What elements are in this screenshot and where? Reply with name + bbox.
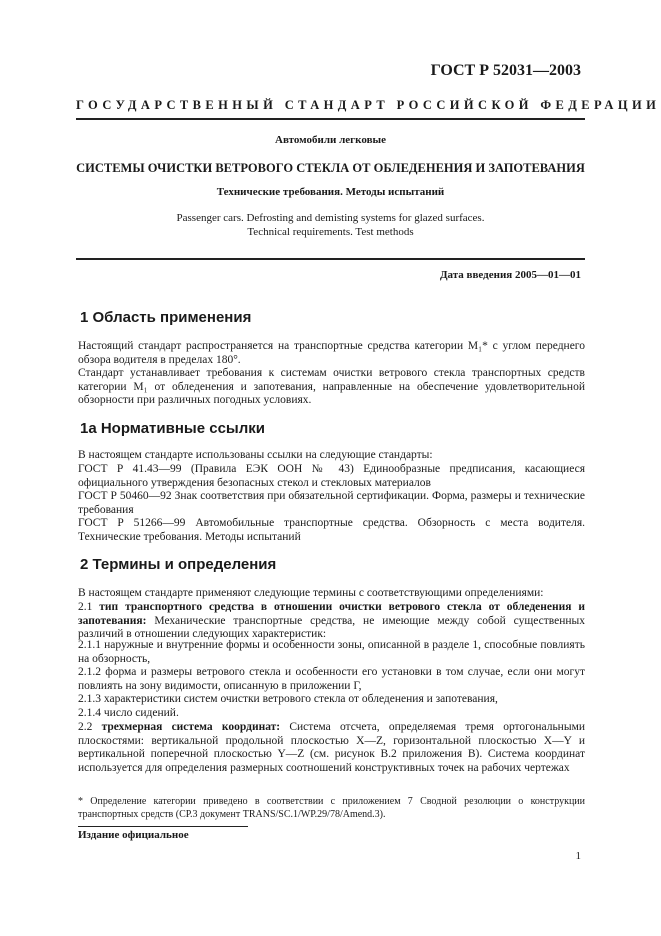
footnote: * Определение категории приведено в соответствии с приложением 7 Сводной резолюции о конструкции транспортных средств (СР.3 документ TRANS/SC.1/WP.29/78/Amend.3).: [78, 796, 585, 820]
section-2-definition-2-1: [78, 601, 585, 642]
section-1-paragraph-2: Стандарт устанавливает требования к системам очистки ветрового стекла транспортных средств категории M₁ от обледенения и запотевания, направленные на обеспечение удовлетворительной обзорности при различных погодных условиях.: [78, 367, 585, 406]
section-1-paragraph-1-text: Настоящий стандарт распространяется на транспортные средства категории M₁* с углом переднего обзора водителя в пределах 180°.: [78, 340, 585, 366]
definition-2-2-term: трехмерная система координат:: [101, 721, 281, 733]
section-1a-reference-1: ГОСТ Р 41.43—99 (Правила ЕЭК ООН № 43) Единообразные предписания, касающиеся официального утверждения безопасных стекол и стекловых материалов: [78, 463, 585, 489]
header-divider: [76, 118, 585, 120]
section-2-item-2-1-1: 2.1.1 наружные и внутренние формы и особенности зоны, описанной в разделе 1, способные повлиять на обзорность,: [78, 639, 585, 665]
official-edition-label: Издание официальное: [78, 829, 189, 841]
subject-title: Автомобили легковые: [275, 134, 386, 146]
definition-2-1-number: 2.1: [78, 601, 93, 613]
section-1-heading: 1 Область применения: [80, 309, 252, 326]
effective-date: Дата введения 2005—01—01: [439, 269, 581, 281]
section-2-item-2-1-3: 2.1.3 характеристики систем очистки ветрового стекла от обледенения и запотевания,: [78, 693, 498, 705]
section-2-item-2-1-2: 2.1.2 форма и размеры ветрового стекла и особенности его установки в том случае, если они могут повлиять на зону видимости, описанную в приложении Г,: [78, 666, 585, 692]
section-1a-reference-3: ГОСТ Р 51266—99 Автомобильные транспортные средства. Обзорность с места водителя. Технические требования. Методы испытаний: [78, 517, 585, 543]
state-standard-title: ГОСУДАРСТВЕННЫЙ СТАНДАРТ РОССИЙСКОЙ ФЕДЕРАЦИИ: [76, 98, 661, 112]
section-1-paragraph-1: [78, 340, 585, 367]
definition-2-2-text: Система отсчета, определяемая тремя ортогональными плоскостями: вертикальной продольной плоскостью X—Z, горизонтальной плоскостью X—Y и вертикальной поперечной плоскостью Y—Z (см. рисунок В.2 приложения В). Система координат используется для определения размерных соотношений конструктивных точек на рабочих чертежах: [78, 721, 585, 774]
footer-divider: [78, 826, 248, 827]
section-1a-paragraph-1: В настоящем стандарте использованы ссылки на следующие стандарты:: [78, 449, 433, 461]
section-2-heading: 2 Термины и определения: [80, 556, 277, 573]
section-2-definition-2-2: [78, 721, 585, 775]
document-number: ГОСТ Р 52031—2003: [430, 62, 581, 79]
section-1a-heading: 1а Нормативные ссылки: [80, 420, 265, 437]
definition-2-1-text: Механические транспортные средства, не имеющие между собой существенных различий в отношении следующих характеристик:: [78, 614, 586, 640]
title-divider: [76, 258, 585, 260]
section-2-paragraph-1: В настоящем стандарте применяют следующие термины с соответствующими определениями:: [78, 587, 544, 599]
definition-2-1-term: тип транспортного средства в отношении очистки ветрового стекла от обледенения и запотевания:: [78, 601, 586, 627]
main-title: СИСТЕМЫ ОЧИСТКИ ВЕТРОВОГО СТЕКЛА ОТ ОБЛЕДЕНЕНИЯ И ЗАПОТЕВАНИЯ: [76, 161, 585, 175]
english-title-line-1: Passenger cars. Defrosting and demisting systems for glazed surfaces.: [176, 212, 485, 224]
definition-2-2-number: 2.2: [78, 721, 93, 733]
section-1a-reference-2: ГОСТ Р 50460—92 Знак соответствия при обязательной сертификации. Форма, размеры и технические требования: [78, 490, 585, 516]
subtitle: Технические требования. Методы испытаний: [216, 186, 445, 198]
page-number: 1: [575, 850, 581, 862]
section-2-item-2-1-4: 2.1.4 число сидений.: [78, 707, 179, 719]
english-title-line-2: Technical requirements. Test methods: [247, 226, 414, 238]
